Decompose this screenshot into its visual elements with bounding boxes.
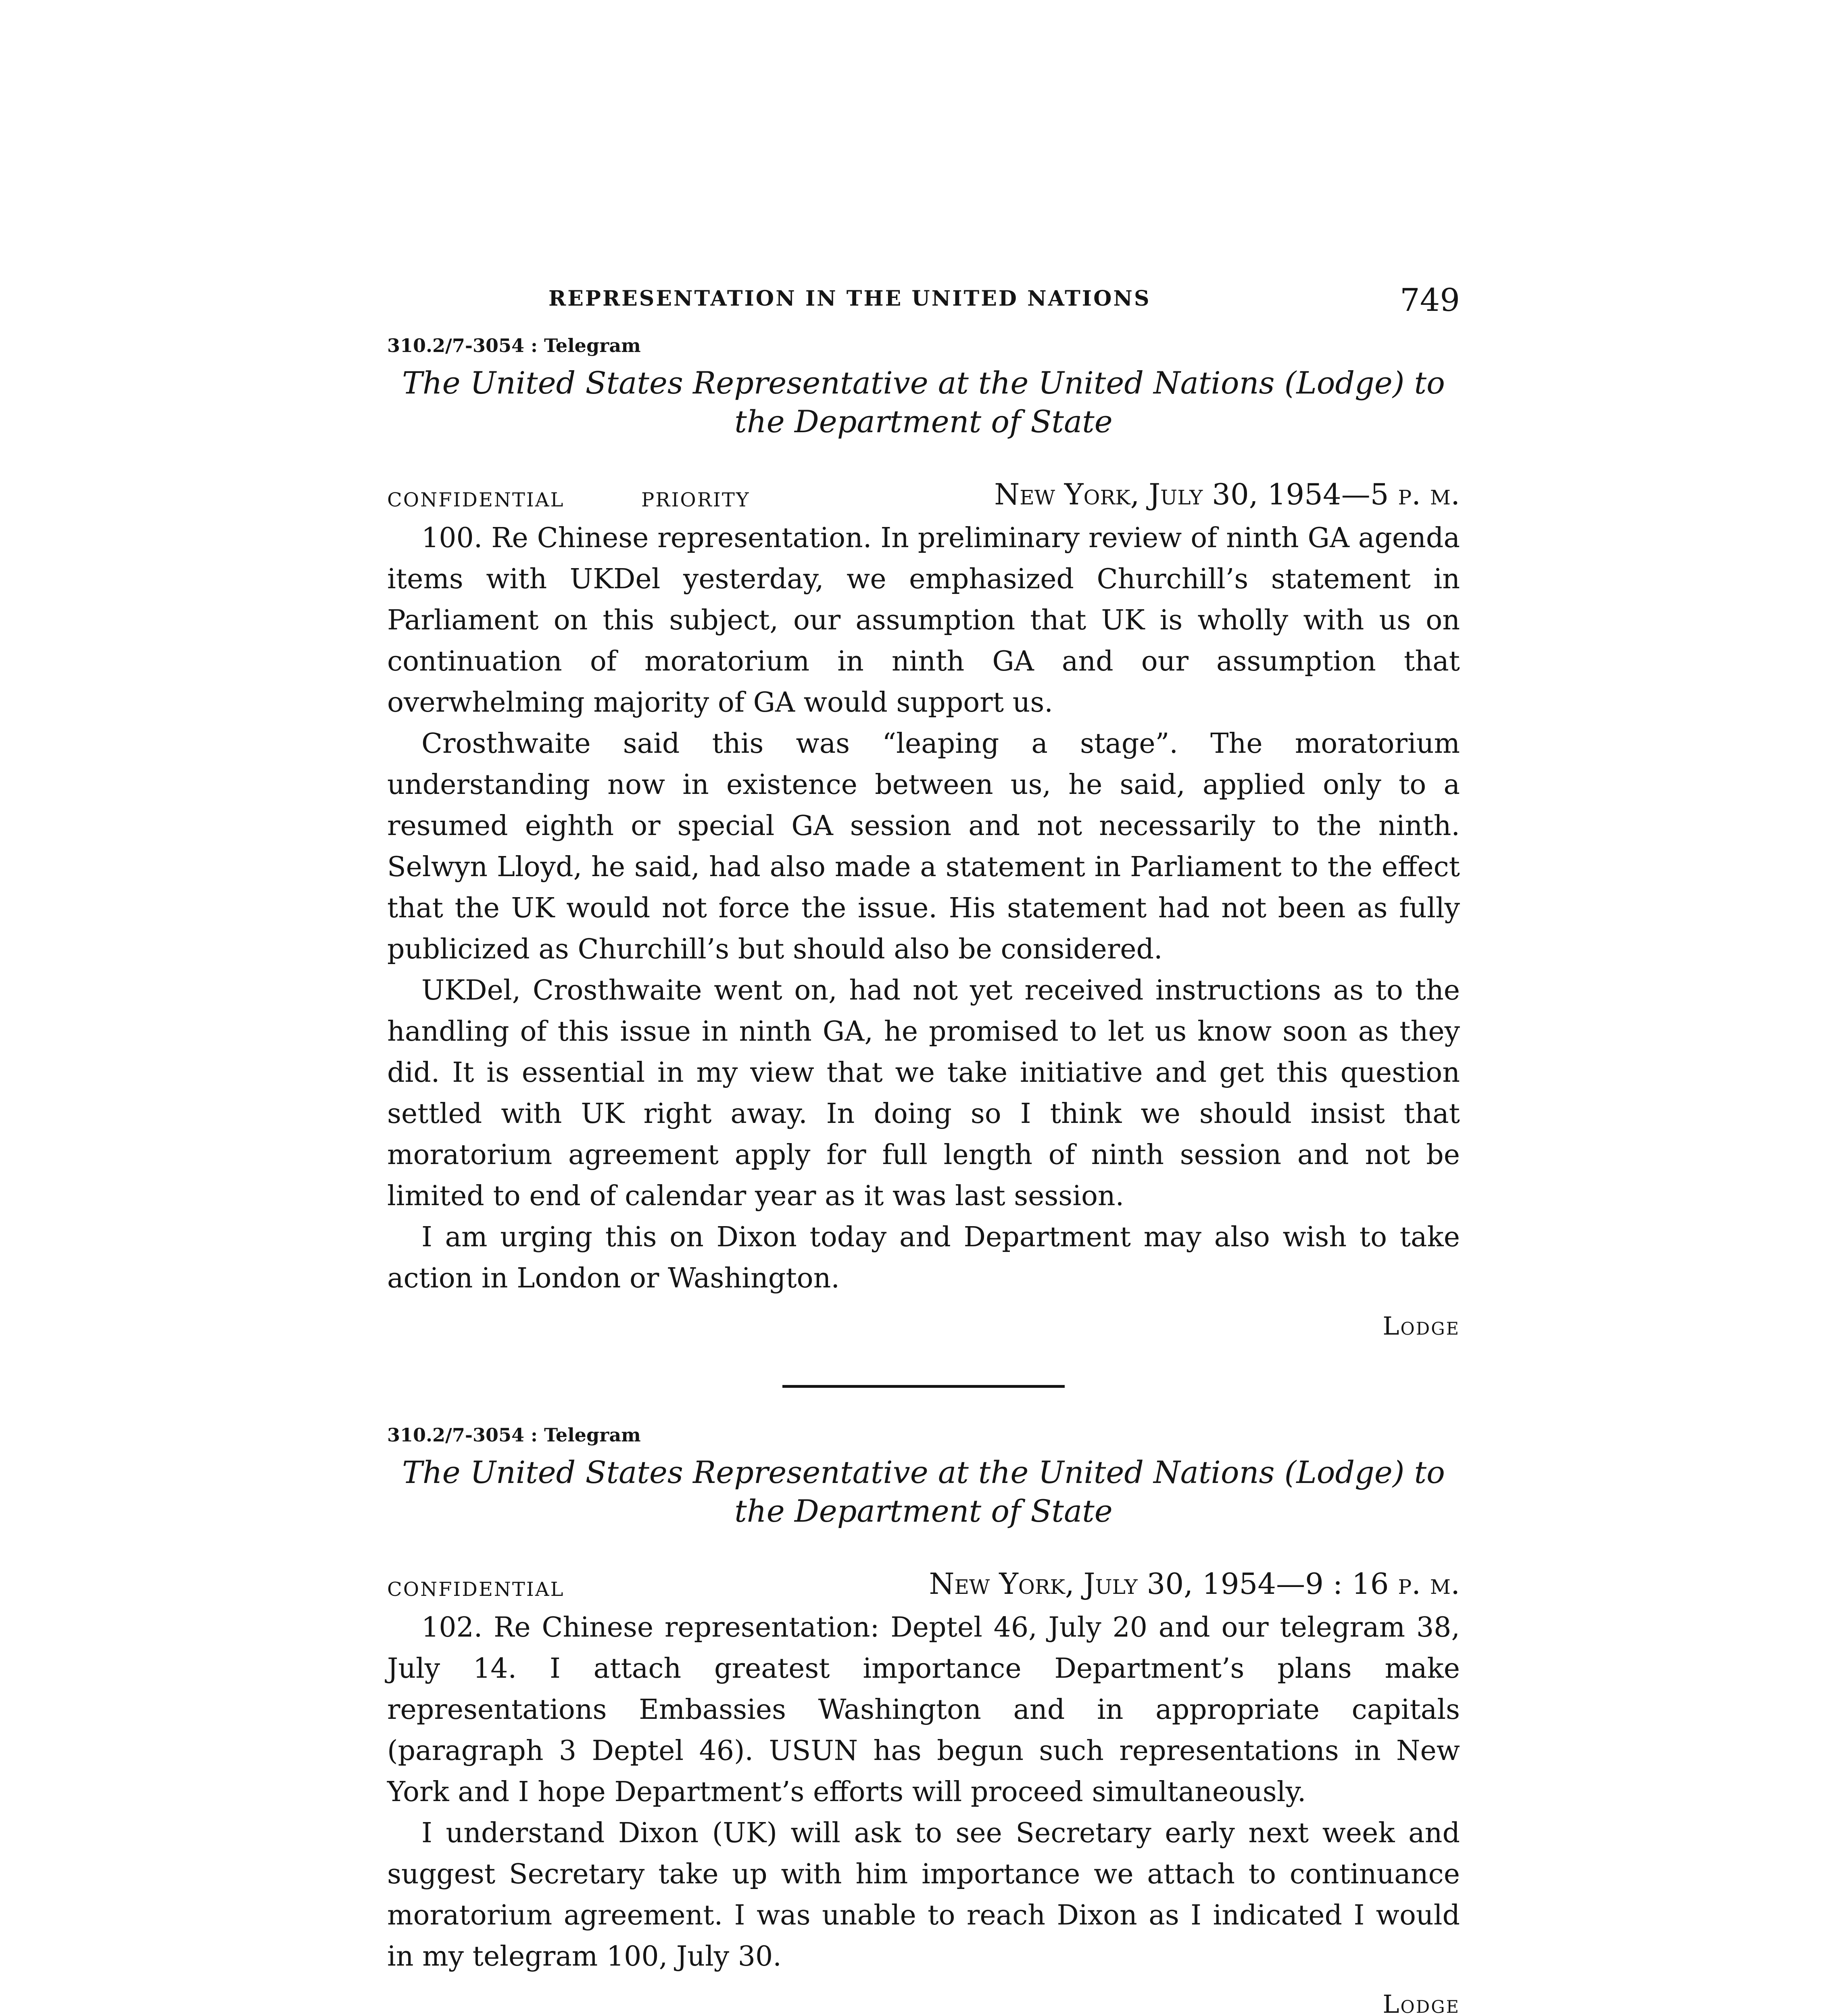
telegram-body (387, 1607, 1460, 1977)
body-paragraph: 102. Re Chinese representation: Deptel 46, July 20 and our telegram 38, July 14. I attach greatest importance Department’s plans make representations Embassies Washington and in appropriate capitals (paragraph 3 Deptel 46). USUN has begun such representations in New York and I hope Department’s efforts will proceed simultaneously. (387, 1612, 1460, 1808)
running-title: REPRESENTATION IN THE UNITED NATIONS (548, 286, 1151, 311)
document-title-line: The United States Representative at the United Nations (Lodge) to (402, 365, 1445, 401)
signature: Lodge (1383, 1311, 1460, 1341)
file-reference: 310.2/7-3054 : Telegram (387, 1424, 641, 1446)
classification-label: CONFIDENTIAL (387, 489, 565, 511)
page-number: 749 (1400, 282, 1460, 319)
telegram-102 (387, 1424, 1460, 2016)
document-title-line: the Department of State (734, 1493, 1113, 1529)
classification-label: CONFIDENTIAL (387, 1578, 565, 1601)
telegram-100 (387, 335, 1460, 1341)
signature: Lodge (1383, 1989, 1460, 2016)
body-paragraph: UKDel, Crosthwaite went on, had not yet received instructions as to the handling of this issue in ninth GA, he promised to let us know soon as they did. It is essential in my view that we take initiative and get this question settled with UK right away. In doing so I think we should insist that moratorium agreement apply for full length of ninth session and not be limited to end of calendar year as it was last session. (387, 975, 1460, 1212)
document-title-line: the Department of State (734, 404, 1113, 439)
telegram-body (387, 518, 1460, 1299)
document-title (387, 1453, 1460, 1531)
body-paragraph: Crosthwaite said this was “leaping a stage”. The moratorium understanding now in existence between us, he said, applied only to a resumed eighth or special GA session and not necessarily to the ninth. Selwyn Lloyd, he said, had also made a statement in Parliament to the effect that the UK would not force the issue. His statement had not been as fully publicized as Churchill’s but should also be considered. (387, 728, 1460, 965)
running-head (387, 258, 1460, 319)
dateline: New York, July 30, 1954—9 : 16 p. m. (929, 1567, 1460, 1601)
body-paragraph: I understand Dixon (UK) will ask to see Secretary early next week and suggest Secretary take up with him importance we attach to continuance moratorium agreement. I was unable to reach Dixon as I indicated I would in my telegram 100, July 30. (387, 1817, 1460, 1972)
telegram-header (387, 477, 1460, 518)
body-paragraph: 100. Re Chinese representation. In preliminary review of ninth GA agenda items with UKDel yesterday, we emphasized Churchill’s statement in Parliament on this subject, our assumption that UK is wholly with us on continuation of moratorium in ninth GA and our assumption that overwhelming majority of GA would support us. (387, 522, 1460, 719)
body-paragraph: I am urging this on Dixon today and Department may also wish to take action in London or Washington. (387, 1221, 1460, 1294)
dateline: New York, July 30, 1954—5 p. m. (994, 477, 1460, 511)
document-page (387, 258, 1460, 2016)
precedence-label: PRIORITY (641, 489, 750, 511)
telegram-header (387, 1567, 1460, 1607)
file-reference: 310.2/7-3054 : Telegram (387, 335, 641, 356)
document-title-line: The United States Representative at the United Nations (Lodge) to (402, 1454, 1445, 1490)
document-title (387, 364, 1460, 441)
section-divider (782, 1385, 1065, 1388)
